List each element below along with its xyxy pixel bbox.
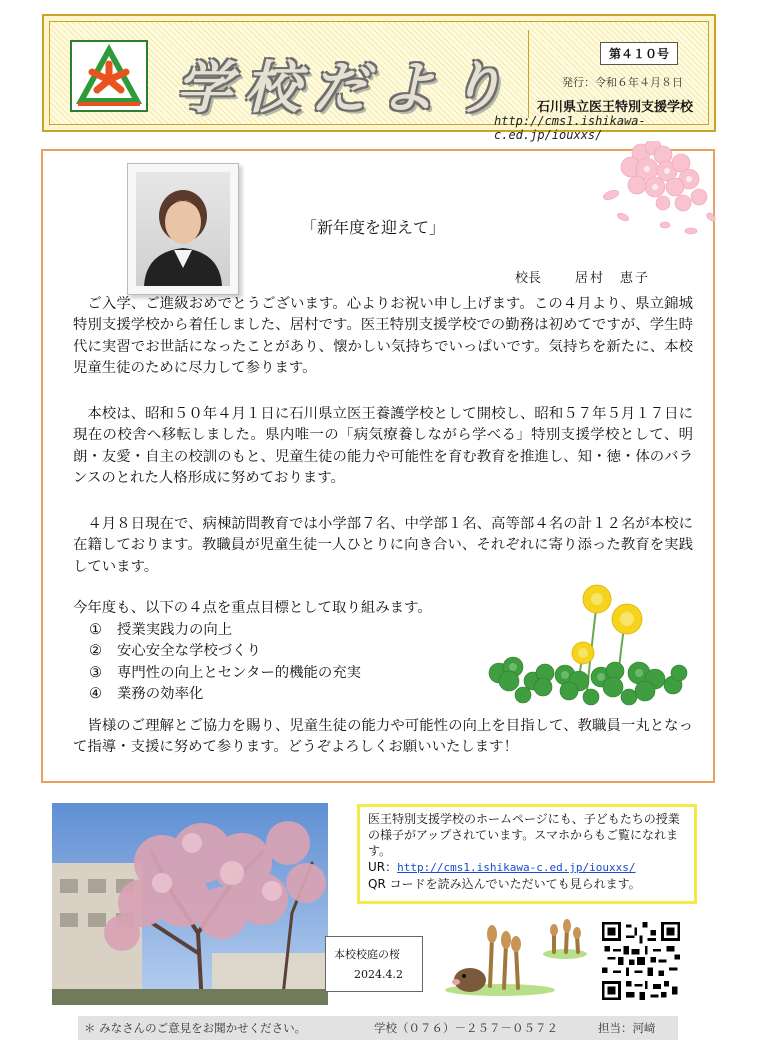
dandelion-clover-illustration: [479, 581, 689, 706]
principal-portrait-image: [136, 172, 230, 286]
goal-item: ④ 業務の効率化: [89, 686, 204, 703]
newsletter-title: 学校だより: [176, 56, 516, 121]
principal-letter: [41, 149, 715, 783]
homepage-info-box: [357, 804, 697, 904]
homepage-url-line: UR：http://cms1.ishikawa-c.ed.jp/iouxxs/: [368, 860, 636, 874]
issue-number: 第４１０号: [600, 42, 678, 65]
goals-lead: 今年度も、以下の４点を重点目標として取り組みます。: [73, 600, 432, 616]
author-role: 校長: [515, 271, 542, 286]
principal-photo: [127, 163, 239, 295]
header-url[interactable]: http://cms1.ishikawa-c.ed.jp/iouxxs/: [494, 114, 646, 142]
goal-item: ② 安心安全な学校づくり: [89, 643, 261, 660]
header-background: [49, 21, 709, 142]
qr-code-icon[interactable]: [602, 922, 680, 1000]
photo-caption-title: 本校校庭の桜: [334, 948, 400, 961]
qr-note: QR コードを読み込んでいただいても見られます。: [368, 877, 641, 891]
paragraph-closing: 皆様のご理解とご協力を賜り、児童生徒の能力や可能性の向上を目指して、教職員一丸となって指導・支援に努めて参ります。どうぞよろしくお願いいたします！: [73, 718, 693, 756]
footer-opinion: ＊ みなさんのご意見をお聞かせください。: [84, 1021, 307, 1035]
cherry-tree-photo: [52, 803, 328, 1005]
footer-bar: [78, 1016, 678, 1040]
paragraph-history: 本校は、昭和５０年４月１日に石川県立医王養護学校として開校し、昭和５７年５月１７日に現在の校舎へ移転しました。県内唯一の「病気療養しながら学べる」特別支援学校として、明朗・友愛・自主の校訓のもと、児童生徒の能力や可能性を育む教育を推進し、知・徳・体のバランスのとれた人格形成に努めております。: [73, 406, 693, 487]
author-name: 居村 恵子: [575, 271, 651, 286]
paragraph-greeting: ご入学、ご進級おめでとうございます。心よりお祝い申し上げます。この４月より、県立錦城特別支援学校から着任しました、居村です。医王特別支援学校での勤務は初めてですが、学生時代に実習でお世話になったことがあり、懐かしい気持ちでいっぱいです。気持ちを新たに、本校児童生徒のために尽力して参ります。: [73, 296, 693, 377]
homepage-link[interactable]: http://cms1.ishikawa-c.ed.jp/iouxxs/: [397, 861, 636, 874]
homepage-info-text: 医王特別支援学校のホームページにも、子どもたちの授業の様子がアップされています。スマホからもご覧になれます。: [368, 812, 680, 858]
letter-heading: 「新年度を迎えて」: [301, 218, 446, 237]
footer-phone: 学校（０７６）－２５７－０５７２: [374, 1021, 558, 1035]
goal-item: ③ 専門性の向上とセンター的機能の充実: [89, 664, 362, 681]
horsetail-mole-illustration: [440, 918, 590, 998]
footer-contact: 担当：河﨑: [598, 1021, 656, 1035]
issue-date: 発行：令和６年４月８日: [562, 76, 683, 89]
paragraph-enrollment: ４月８日現在で、病棟訪問教育では小学部７名、中学部１名、高等部４名の計１２名が本校に在籍しております。教職員が児童生徒一人ひとりに向き合い、それぞれに寄り添った教育を実践しています。: [73, 516, 693, 575]
school-name: 石川県立医王特別支援学校: [537, 100, 694, 115]
newsletter-header: [42, 14, 716, 142]
goals-list: [89, 620, 361, 706]
photo-caption-date: 2024.4.2: [354, 968, 403, 981]
prefecture-emblem-icon: [70, 40, 148, 112]
photo-caption: [325, 936, 423, 992]
cherry-blossom-illustration: [571, 141, 721, 251]
goal-item: ① 授業実践力の向上: [89, 622, 233, 638]
cherry-tree-image: [52, 803, 328, 1005]
header-divider: [528, 30, 529, 118]
